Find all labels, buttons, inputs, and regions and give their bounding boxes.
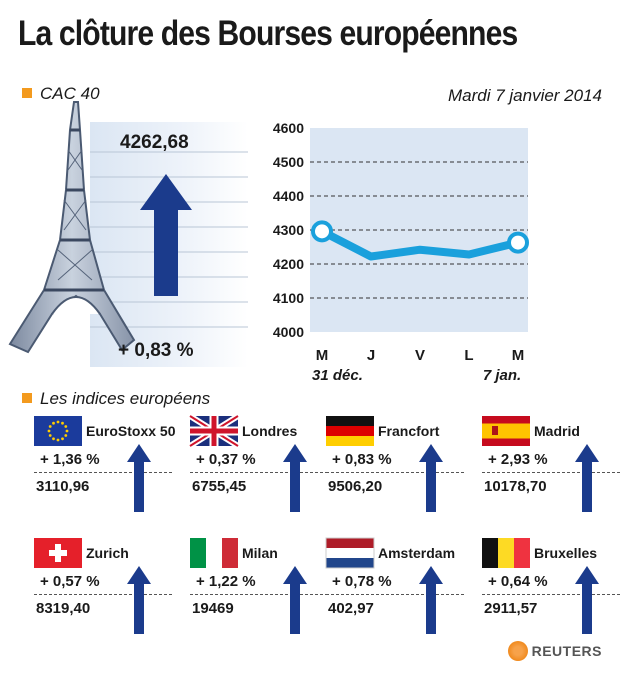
cac-label: CAC 40 [40, 84, 100, 103]
y-tick-label: 4200 [272, 256, 304, 272]
x-tick-label: V [414, 347, 426, 364]
index-value: 2911,57 [484, 600, 538, 617]
index-card-belgium [482, 538, 622, 650]
x-tick-label: M [315, 347, 329, 364]
index-value: 402,97 [328, 600, 374, 617]
netherlands-flag [326, 538, 374, 568]
up-arrow-icon [574, 442, 600, 514]
index-change: + 0,78 % [332, 573, 392, 590]
switzerland-flag [34, 538, 82, 568]
index-value: 6755,45 [192, 478, 247, 495]
y-tick-label: 4100 [272, 290, 304, 306]
index-name: Francfort [378, 423, 440, 439]
indices-label: Les indices européens [40, 389, 211, 408]
index-card-netherlands [326, 538, 466, 650]
index-change: + 0,37 % [196, 451, 256, 468]
y-tick-label: 4400 [272, 188, 304, 204]
index-change: + 0,64 % [488, 573, 548, 590]
index-change: + 1,22 % [196, 573, 256, 590]
index-card-italy [190, 538, 330, 650]
y-tick-label: 4300 [272, 222, 304, 238]
x-tick-label: L [464, 347, 474, 364]
x-tick-sublabel: 7 jan. [482, 367, 522, 384]
orange-square-icon [22, 88, 32, 98]
chart-endpoint-marker [509, 234, 527, 252]
up-arrow-icon [418, 442, 444, 514]
reuters-logo [508, 641, 602, 661]
index-value: 3110,96 [36, 478, 90, 495]
chart-endpoint-marker [313, 222, 331, 240]
y-tick-label: 4000 [272, 324, 304, 340]
index-value: 19469 [192, 600, 234, 617]
orange-square-icon [22, 393, 32, 403]
cac-line-chart [262, 118, 532, 398]
index-value: 10178,70 [484, 478, 547, 495]
uk-flag [190, 416, 238, 446]
brand-name: REUTERS [531, 643, 602, 659]
up-arrow-icon [282, 564, 308, 636]
index-name: Bruxelles [534, 545, 598, 561]
index-change: + 1,36 % [40, 451, 100, 468]
index-change: + 2,93 % [488, 451, 548, 468]
chart-date: Mardi 7 janvier 2014 [447, 86, 602, 105]
index-name: Milan [242, 545, 278, 561]
index-card-switzerland [34, 538, 174, 650]
cac-up-arrow-icon [136, 170, 196, 300]
y-tick-label: 4600 [272, 120, 304, 136]
up-arrow-icon [126, 442, 152, 514]
y-tick-label: 4500 [272, 154, 304, 170]
spain-flag [482, 416, 530, 446]
eu-flag [34, 416, 82, 446]
index-name: EuroStoxx 50 [86, 423, 176, 439]
index-value: 8319,40 [36, 600, 91, 617]
reuters-logo-icon [508, 641, 528, 661]
index-value: 9506,20 [328, 478, 383, 495]
index-change: + 0,57 % [40, 573, 100, 590]
x-tick-label: M [511, 347, 525, 364]
up-arrow-icon [418, 564, 444, 636]
cac-value: 4262,68 [120, 132, 189, 153]
index-change: + 0,83 % [332, 451, 392, 468]
belgium-flag [482, 538, 530, 568]
index-card-germany [326, 416, 466, 528]
index-card-uk [190, 416, 330, 528]
indices-section-label [22, 389, 210, 409]
germany-flag [326, 416, 374, 446]
index-card-spain [482, 416, 622, 528]
index-name: Amsterdam [378, 545, 456, 561]
up-arrow-icon [126, 564, 152, 636]
index-name: Londres [242, 423, 298, 439]
page-title: La clôture des Bourses européennes [18, 14, 518, 53]
up-arrow-icon [282, 442, 308, 514]
x-tick-sublabel: 31 déc. [312, 367, 363, 384]
index-name: Madrid [534, 423, 580, 439]
index-card-eu [34, 416, 174, 528]
up-arrow-icon [574, 564, 600, 636]
cac-change: + 0,83 % [118, 340, 194, 361]
index-name: Zurich [86, 545, 129, 561]
x-tick-label: J [366, 347, 376, 364]
italy-flag [190, 538, 238, 568]
